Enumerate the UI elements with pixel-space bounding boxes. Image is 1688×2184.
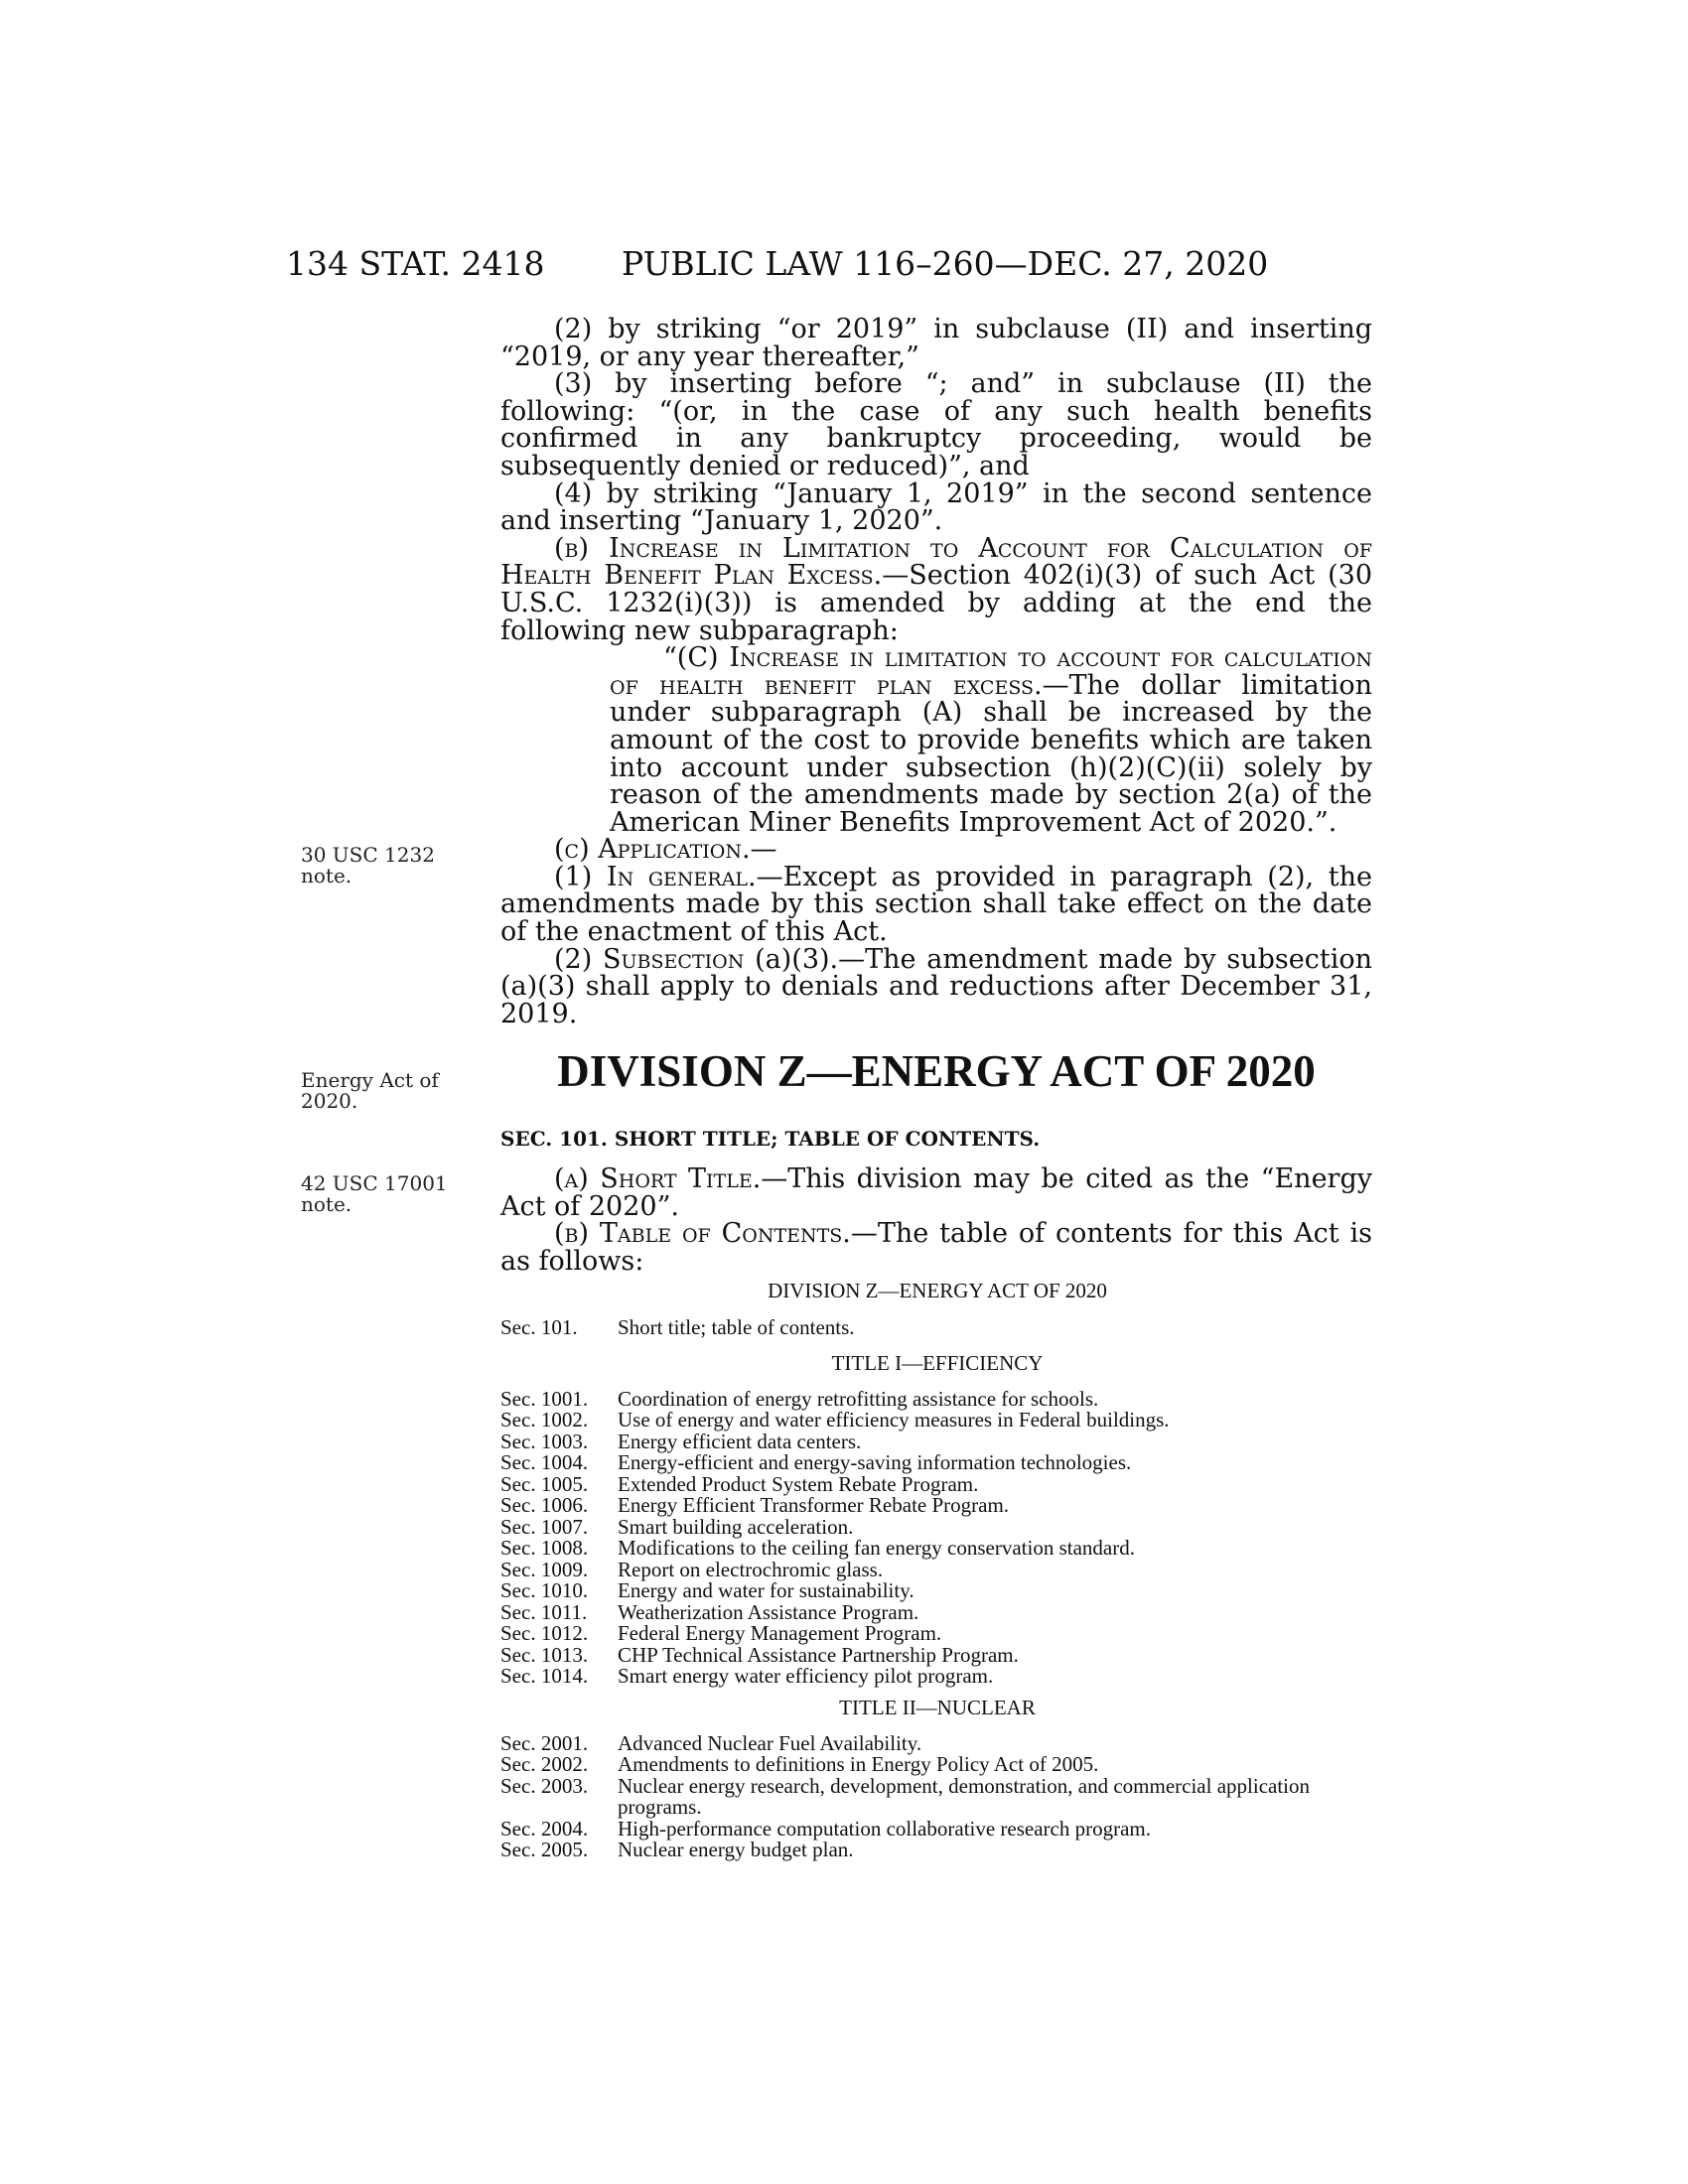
- subparagraph-c: [610, 644, 1372, 836]
- toc-section-title: Nuclear energy research, development, demonstration, and commercial application programs.: [618, 1773, 1310, 1819]
- toc-section-title: Advanced Nuclear Fuel Availability.: [618, 1730, 922, 1755]
- toc-row: [500, 1386, 1374, 1411]
- short-title-text: —This division may be cited as the “Energy Act of 2020”.: [500, 1163, 1372, 1222]
- toc-title-2-heading: TITLE II—NUCLEAR: [839, 1696, 1036, 1719]
- margin-note-30-usc: [301, 845, 460, 887]
- toc-sec-101: [500, 1317, 1374, 1339]
- toc-section-number: Sec. 2001.: [500, 1730, 589, 1755]
- toc-row: [500, 1495, 1374, 1517]
- toc-section-number: Sec. 1013.: [500, 1642, 589, 1667]
- section-101-text: [500, 1165, 1372, 1275]
- paragraph-4: (4) by striking “January 1, 2019” in the second sentence and inserting “January 1, 2020”.: [500, 478, 1372, 537]
- subparagraph-c-heading: “(C) Increase in limitation to account for calculation of health benefit plan excess.: [610, 642, 1372, 701]
- toc-section-title: Federal Energy Management Program.: [618, 1621, 942, 1645]
- application-1: [500, 861, 1372, 948]
- toc-intro-text: —The table of contents for this Act is as follows:: [500, 1218, 1372, 1277]
- toc-section-title: Weatherization Assistance Program.: [618, 1599, 919, 1624]
- toc-section-number: Sec. 1011.: [500, 1599, 588, 1624]
- toc-section-title: Energy efficient data centers.: [618, 1429, 862, 1453]
- toc-row: [500, 1410, 1374, 1432]
- application-1-text: —Except as provided in paragraph (2), the amendments made by this section shall take effect on the date of the enactment of this Act.: [500, 861, 1372, 948]
- toc-row: [500, 1599, 1374, 1624]
- toc-section-number: Sec. 2005.: [500, 1838, 589, 1861]
- margin-note-line: note.: [301, 1192, 352, 1216]
- toc-row: [500, 1623, 1374, 1645]
- toc-section-number: Sec. 1012.: [500, 1621, 589, 1645]
- toc-section-number: Sec. 1008.: [500, 1536, 589, 1560]
- margin-note-line: 42 USC 17001: [301, 1171, 448, 1195]
- toc-section-title: Amendments to definitions in Energy Policy Act of 2005.: [618, 1752, 1099, 1776]
- application-2-heading: (2) Subsection: [554, 943, 745, 975]
- subsection-b: [500, 532, 1372, 646]
- toc-section-number: Sec. 1002.: [500, 1408, 589, 1432]
- paragraph-3: (3) by inserting before “; and” in subclause (II) the following: “(or, in the case of any such health benefits confirmed in any bankruptcy proceeding, would be subsequently denied or reduced)”, and: [500, 368, 1372, 481]
- toc-section-title: Energy and water for sustainability.: [618, 1578, 914, 1602]
- toc-section-title: High-performance computation collaborative research program.: [618, 1816, 1152, 1841]
- margin-note-42-usc: [301, 1173, 460, 1215]
- toc-title-1-heading: TITLE I—EFFICIENCY: [831, 1351, 1044, 1375]
- margin-note-energy-act: [301, 1070, 460, 1112]
- margin-note-line: note.: [301, 864, 352, 887]
- amendment-text: [500, 316, 1372, 1027]
- toc-row: [500, 1580, 1374, 1602]
- toc-section-title: Smart energy water efficiency pilot program.: [618, 1664, 994, 1688]
- subsection-b-heading: (b) Increase in Limitation to Account for Calculation of Health Benefit Plan Excess.: [500, 532, 1372, 592]
- short-title-heading: (a) Short Title.: [554, 1163, 762, 1194]
- toc-row: [500, 1666, 1374, 1688]
- margin-note-line: 30 USC 1232: [301, 843, 435, 867]
- toc-section-number: Sec. 1006.: [500, 1493, 589, 1517]
- toc-section-title: Report on electrochromic glass.: [618, 1557, 884, 1581]
- toc-section-number: Sec. 1014.: [500, 1664, 589, 1688]
- toc-row: [500, 1642, 1374, 1667]
- toc-section-title: CHP Technical Assistance Partnership Program.: [618, 1642, 1019, 1667]
- toc-row: [500, 1514, 1374, 1539]
- toc-section-number: Sec. 1005.: [500, 1471, 589, 1496]
- toc-intro-heading: (b) Table of Contents.: [554, 1218, 851, 1250]
- application-1-heading: (1) In general.: [554, 861, 757, 892]
- toc-section-title: Smart building acceleration.: [618, 1514, 854, 1539]
- toc-section-number: Sec. 2004.: [500, 1816, 589, 1841]
- toc-row: [500, 1452, 1374, 1474]
- application-heading: [500, 836, 1372, 864]
- toc-row: [500, 1317, 1374, 1339]
- toc-title-1: [500, 1353, 1374, 1688]
- margin-note-line: Energy Act of: [301, 1068, 439, 1092]
- toc-section-number: Sec. 1004.: [500, 1450, 589, 1474]
- toc-section-title: Extended Product System Rebate Program.: [618, 1471, 979, 1496]
- paragraph-2: (2) by striking “or 2019” in subclause (II) and inserting “2019, or any year thereafter,”: [500, 314, 1372, 372]
- toc-section-title: Use of energy and water efficiency measures in Federal buildings.: [618, 1408, 1170, 1432]
- toc-row: [500, 1816, 1374, 1841]
- toc-row: [500, 1840, 1374, 1861]
- subsection-b-text: —Section 402(i)(3) of such Act (30 U.S.C. 1232(i)(3)) is amended by adding at the end the following new subparagraph:: [500, 560, 1372, 646]
- toc-section-number: Sec. 1009.: [500, 1557, 589, 1581]
- toc-row: [500, 1471, 1374, 1496]
- toc-section-title: Modifications to the ceiling fan energy conservation standard.: [618, 1536, 1135, 1560]
- toc-row: [500, 1773, 1374, 1819]
- page-law-citation: PUBLIC LAW 116–260—DEC. 27, 2020: [622, 244, 1269, 283]
- toc-section-number: Sec. 2003.: [500, 1773, 589, 1798]
- division-title: DIVISION Z—ENERGY ACT OF 2020: [557, 1046, 1316, 1096]
- toc-row: [500, 1429, 1374, 1453]
- toc-section-title: Short title; table of contents.: [618, 1315, 855, 1339]
- application-2-text: (a)(3).—The amendment made by subsection (a)(3) shall apply to denials and reductions after December 31, 2019.: [500, 943, 1372, 1029]
- toc-row: [500, 1557, 1374, 1581]
- toc-division-heading: DIVISION Z—ENERGY ACT OF 2020: [768, 1279, 1107, 1302]
- toc-division-heading-block: [500, 1281, 1374, 1302]
- toc-paragraph: [500, 1220, 1372, 1275]
- toc-section-number: Sec. 1001.: [500, 1386, 589, 1411]
- toc-section-number: Sec. 1007.: [500, 1514, 589, 1539]
- subparagraph-c-text: —The dollar limitation under subparagraph (A) shall be increased by the amount of the cost to provide benefits which are taken into account under subsection (h)(2)(C)(ii) solely by reason of the amendments made by section 2(a) of the American Miner Benefits Improvement Act of 2020.”.: [610, 669, 1372, 838]
- section-heading: SEC. 101. SHORT TITLE; TABLE OF CONTENTS.: [500, 1127, 1041, 1151]
- toc-section-number: Sec. 1010.: [500, 1578, 589, 1602]
- toc-section-title: Energy Efficient Transformer Rebate Program.: [618, 1493, 1010, 1517]
- page-stat-citation: 134 STAT. 2418: [286, 244, 545, 283]
- toc-section-number: Sec. 101.: [500, 1315, 578, 1339]
- toc-title-2: [500, 1698, 1374, 1861]
- application-heading-text: (c) Application.—: [554, 834, 777, 866]
- short-title-paragraph: [500, 1165, 1372, 1220]
- toc-row: [500, 1538, 1374, 1560]
- toc-section-number: Sec. 1003.: [500, 1429, 589, 1453]
- toc-section-number: Sec. 2002.: [500, 1752, 589, 1776]
- toc-row: [500, 1754, 1374, 1776]
- application-2: [500, 943, 1372, 1029]
- toc-row: [500, 1730, 1374, 1755]
- toc-section-title: Coordination of energy retrofitting assistance for schools.: [618, 1386, 1099, 1411]
- toc-section-title: Energy-efficient and energy-saving information technologies.: [618, 1450, 1132, 1474]
- toc-section-title: Nuclear energy budget plan.: [618, 1838, 854, 1861]
- margin-note-line: 2020.: [301, 1089, 358, 1113]
